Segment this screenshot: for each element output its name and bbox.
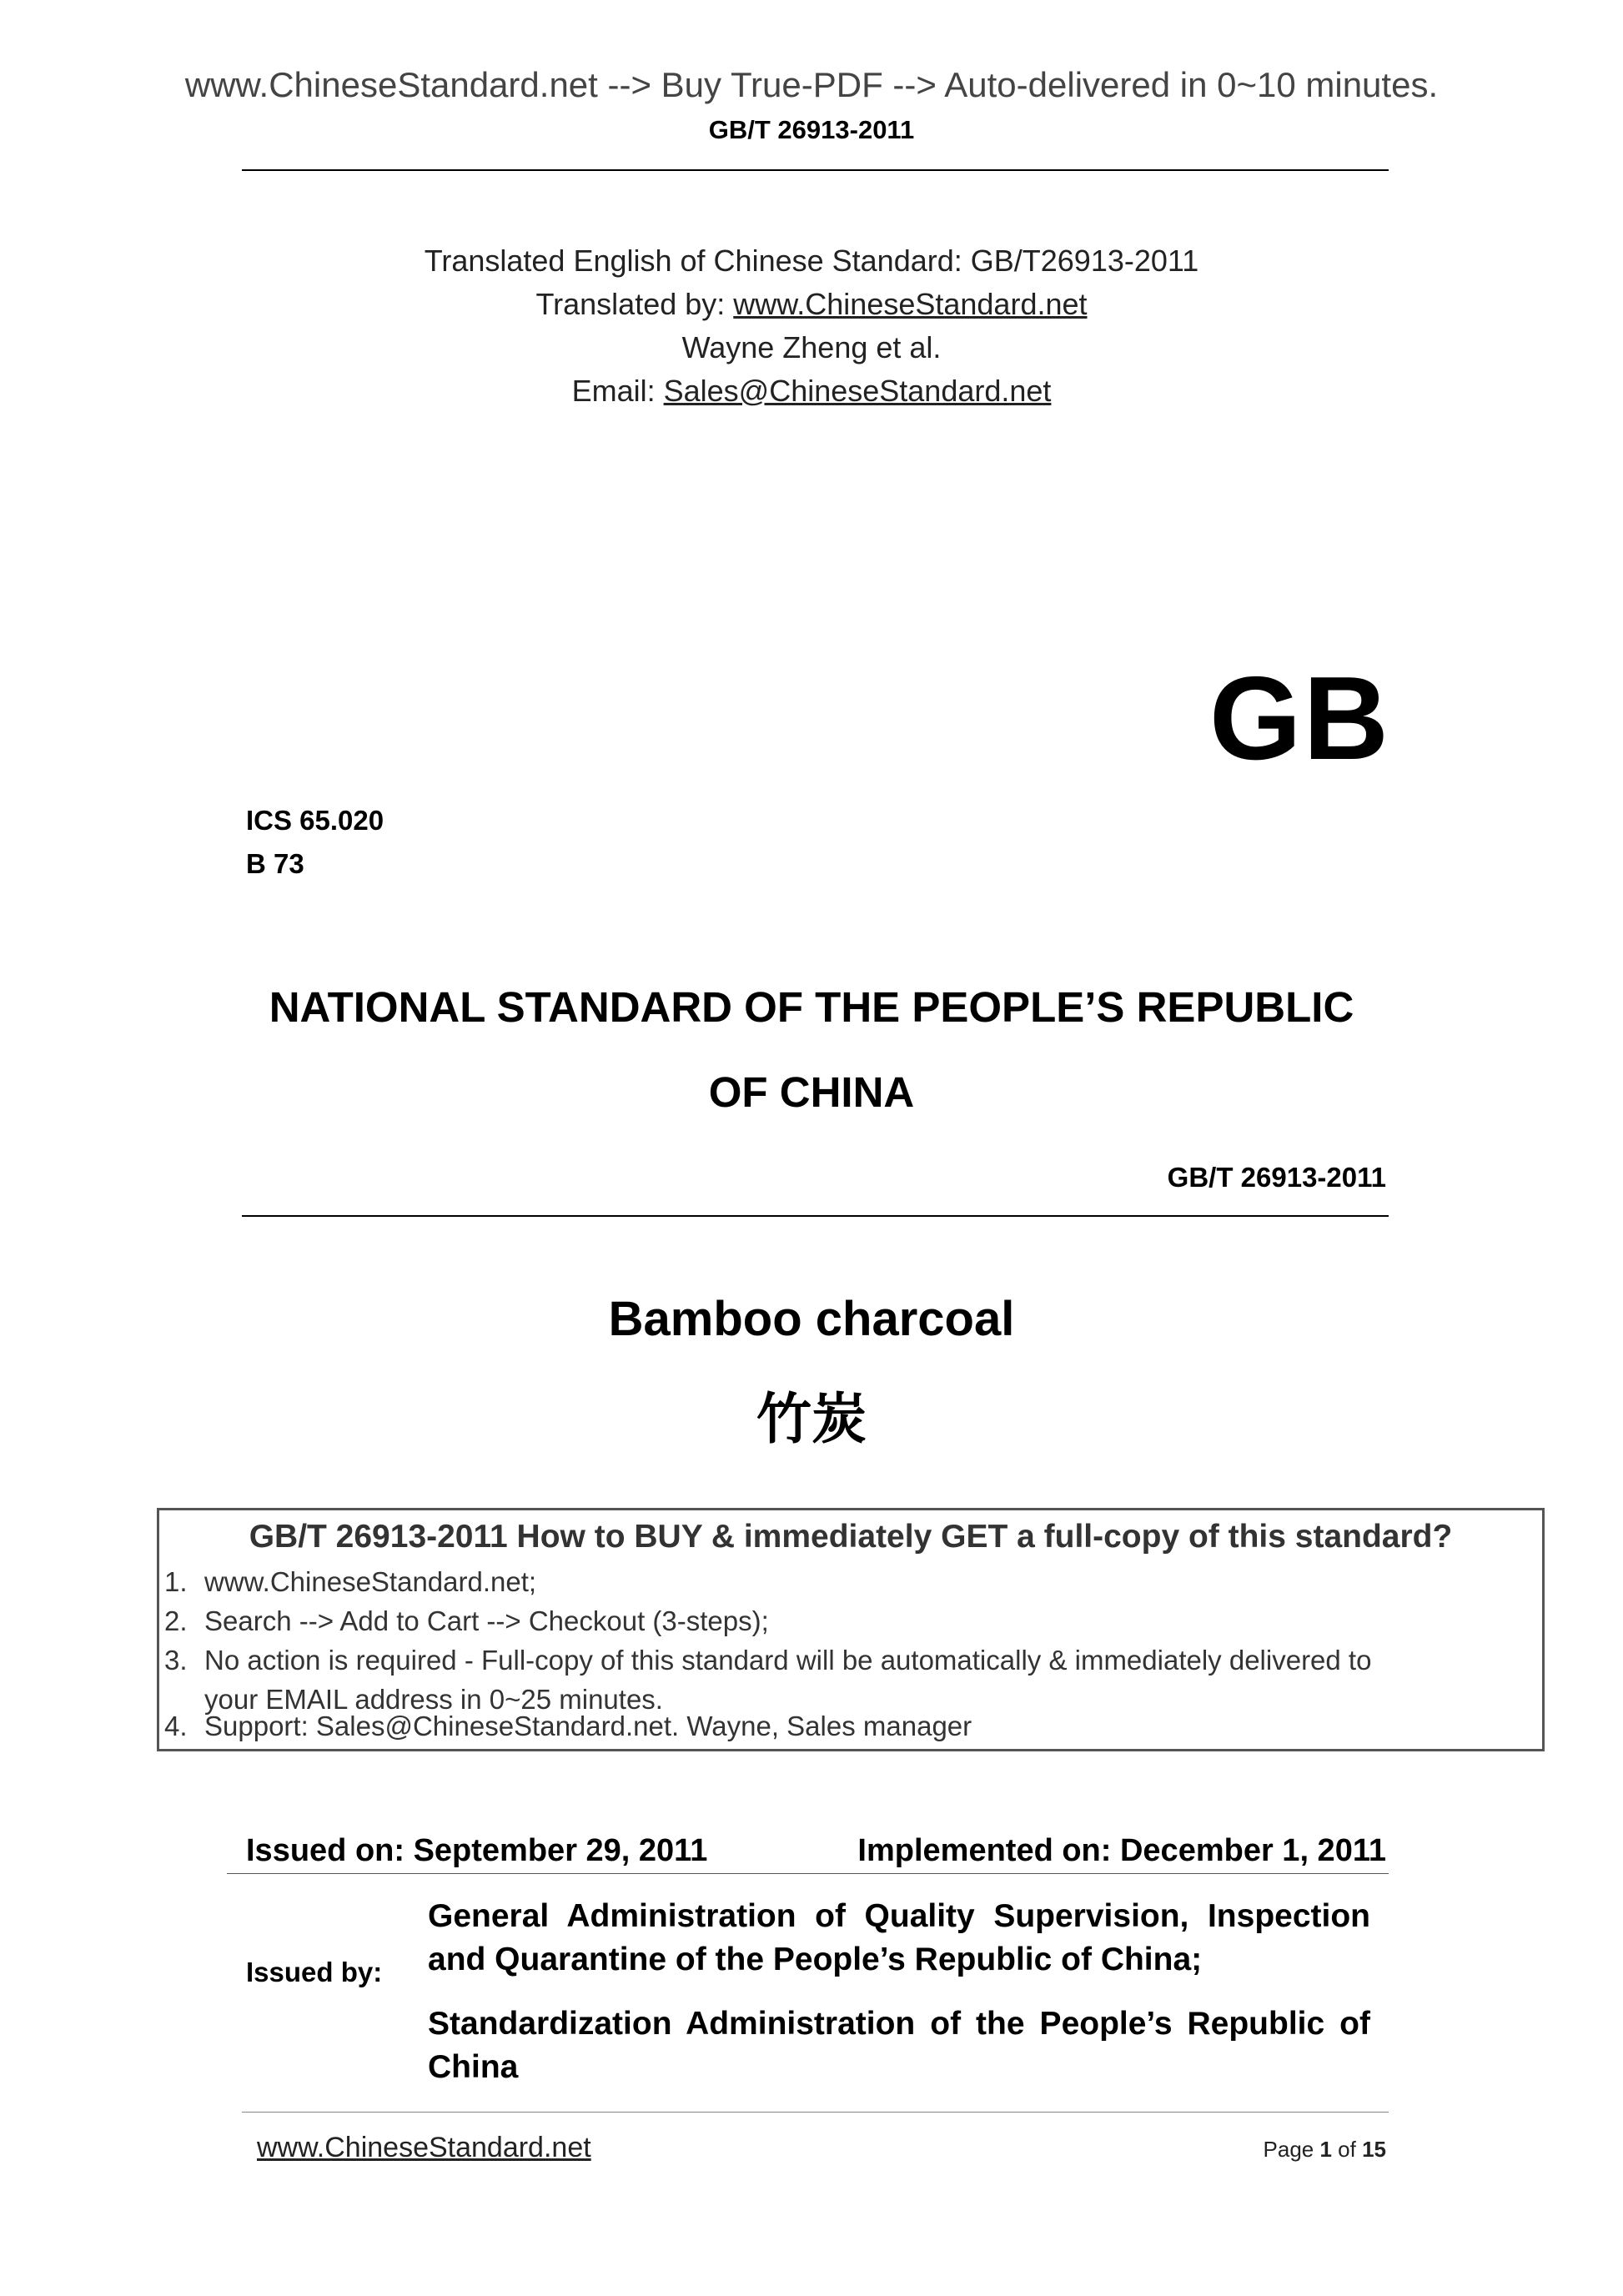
purchase-step: [164, 1562, 1532, 1601]
translator-site-link[interactable]: www.ChineseStandard.net: [733, 287, 1088, 321]
translator-name: Wayne Zheng et al.: [681, 330, 942, 364]
purchase-step: [164, 1640, 1532, 1680]
title-divider: [242, 1215, 1389, 1217]
step-text: Search --> Add to Cart --> Checkout (3-steps);: [204, 1605, 769, 1636]
purchase-step: [164, 1706, 1532, 1746]
step-number: 1.: [164, 1566, 188, 1597]
ics-code: ICS 65.020: [246, 805, 384, 836]
issued-date: Issued on: September 29, 2011: [246, 1833, 708, 1868]
current-page: 1: [1319, 2137, 1332, 2162]
translated-by-line: [0, 287, 1623, 322]
top-banner: www.ChineseStandard.net --> Buy True-PDF --> Auto-delivered in 0~10 minutes.: [184, 65, 1439, 104]
purchase-box-title: GB/T 26913-2011 How to BUY & immediately GET a full-copy of this standard?: [249, 1519, 1453, 1555]
purchase-step: [164, 1601, 1532, 1640]
standard-code: GB/T 26913-2011: [1167, 1162, 1386, 1193]
implemented-date: Implemented on: December 1, 2011: [857, 1833, 1386, 1868]
footer-divider: [242, 2112, 1389, 2113]
step-text: Support: Sales@ChineseStandard.net. Wayne, Sales manager: [204, 1711, 972, 1741]
step-number: 4.: [164, 1711, 188, 1741]
translation-line: Translated English of Chinese Standard: GB/T26913-2011: [424, 244, 1199, 278]
total-pages: 15: [1362, 2137, 1386, 2162]
footer-site-link[interactable]: www.ChineseStandard.net: [257, 2132, 591, 2163]
step-number: 3.: [164, 1645, 188, 1676]
email-link[interactable]: Sales@ChineseStandard.net: [663, 374, 1052, 408]
issuer-aqsiq: General Administration of Quality Supervision, Inspection and Quarantine of the People’s Republic of China;: [428, 1898, 1370, 1977]
national-standard-title-line1: NATIONAL STANDARD OF THE PEOPLE’S REPUBLIC: [269, 983, 1354, 1031]
issuer-sac: Standardization Administration of the People’s Republic of China: [428, 2006, 1370, 2085]
step-text: No action is required - Full-copy of this standard will be automatically & immediately delivered to: [204, 1645, 1372, 1676]
header-standard-code: GB/T 26913-2011: [708, 115, 915, 144]
page-label: Page: [1263, 2137, 1320, 2162]
national-standard-title-line2: OF CHINA: [708, 1068, 915, 1116]
document-title-cn: 竹炭: [756, 1387, 867, 1451]
step-text-continued: your EMAIL address in 0~25 minutes.: [204, 1684, 663, 1715]
email-line: [0, 374, 1623, 409]
step-text[interactable]: www.ChineseStandard.net;: [204, 1566, 537, 1597]
email-label: Email:: [571, 374, 664, 408]
issued-by-label: Issued by:: [246, 1957, 383, 1987]
translated-by-label: Translated by:: [535, 287, 734, 321]
purchase-info-box: [157, 1508, 1545, 1751]
header-divider: [242, 169, 1389, 171]
step-number: 2.: [164, 1605, 188, 1636]
dates-divider: [227, 1873, 1389, 1874]
document-title-en: Bamboo charcoal: [608, 1292, 1015, 1346]
ccs-code: B 73: [246, 848, 304, 879]
page-number: [1168, 2137, 1386, 2163]
gb-logo: GB: [1209, 652, 1390, 785]
page-of-label: of: [1331, 2137, 1363, 2162]
